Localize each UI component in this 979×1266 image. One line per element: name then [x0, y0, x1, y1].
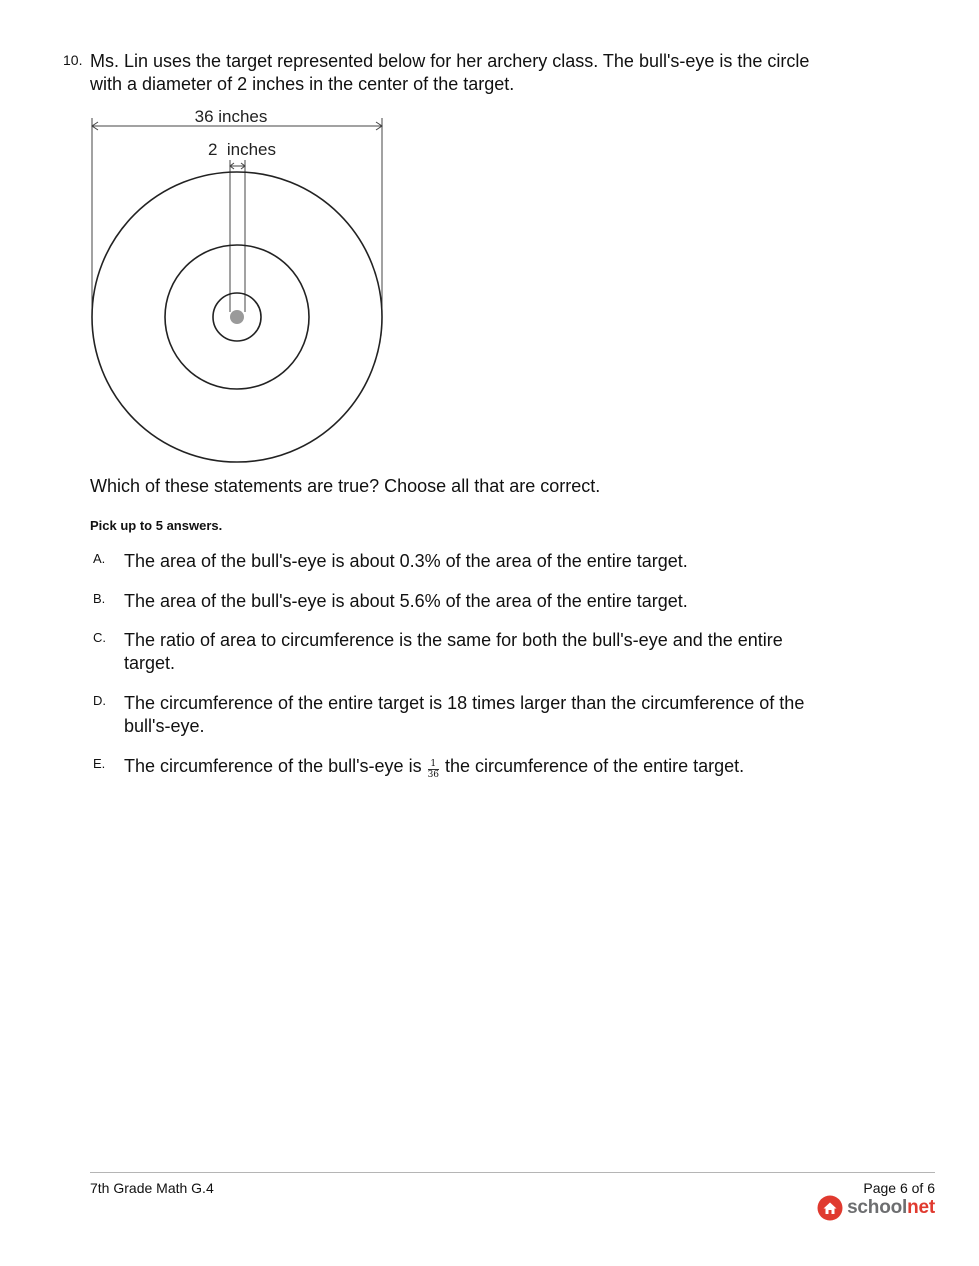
choice-text: The area of the bull's-eye is about 5.6% of the area of the entire target. — [124, 591, 688, 611]
choice-text — [124, 755, 814, 778]
question-stem: Ms. Lin uses the target represented below for her archery class. The bull's-eye is the circle with a diameter of 2 inches in the center of the target. — [90, 51, 810, 94]
choice-letter: C. — [93, 630, 106, 645]
bullseye-dot — [230, 310, 244, 324]
fraction-numerator: 1 — [428, 759, 439, 770]
question-prompt: Which of these statements are true? Choose all that are correct. — [90, 476, 601, 496]
footer-divider — [90, 1172, 935, 1173]
choice-letter: A. — [93, 551, 106, 566]
course-title: 7th Grade Math G.4 — [90, 1180, 214, 1196]
target-diagram — [85, 100, 395, 470]
choice-letter: B. — [93, 591, 106, 606]
outer-diameter-label: 36 inches — [194, 107, 268, 126]
choice-letter: E. — [93, 756, 106, 771]
choice-text: The area of the bull's-eye is about 0.3% of the area of the entire target. — [124, 551, 688, 571]
logo-net: net — [907, 1197, 935, 1218]
house-icon — [817, 1195, 843, 1221]
target-figure — [85, 100, 395, 470]
choice-text: The circumference of the entire target is 18 times larger than the circumference of the bull's-eye. — [124, 693, 805, 736]
choice-text: The ratio of area to circumference is the same for both the bull's-eye and the entire target. — [124, 630, 783, 673]
logo-wordmark — [847, 1197, 935, 1219]
choice-letter: D. — [93, 693, 106, 708]
choice-text-before: The circumference of the bull's-eye is — [124, 756, 422, 776]
question-number: 10. — [63, 52, 83, 68]
fraction-one-thirty-sixth — [428, 759, 439, 780]
inner-diameter-label: 2 inches — [207, 140, 277, 159]
choice-text-after: the circumference of the entire target. — [445, 756, 745, 776]
fraction-denominator: 36 — [427, 769, 440, 780]
answer-instruction: Pick up to 5 answers. — [90, 518, 223, 533]
page-number: Page 6 of 6 — [863, 1180, 935, 1196]
logo-school: school — [847, 1197, 908, 1218]
schoolnet-logo — [817, 1195, 935, 1221]
